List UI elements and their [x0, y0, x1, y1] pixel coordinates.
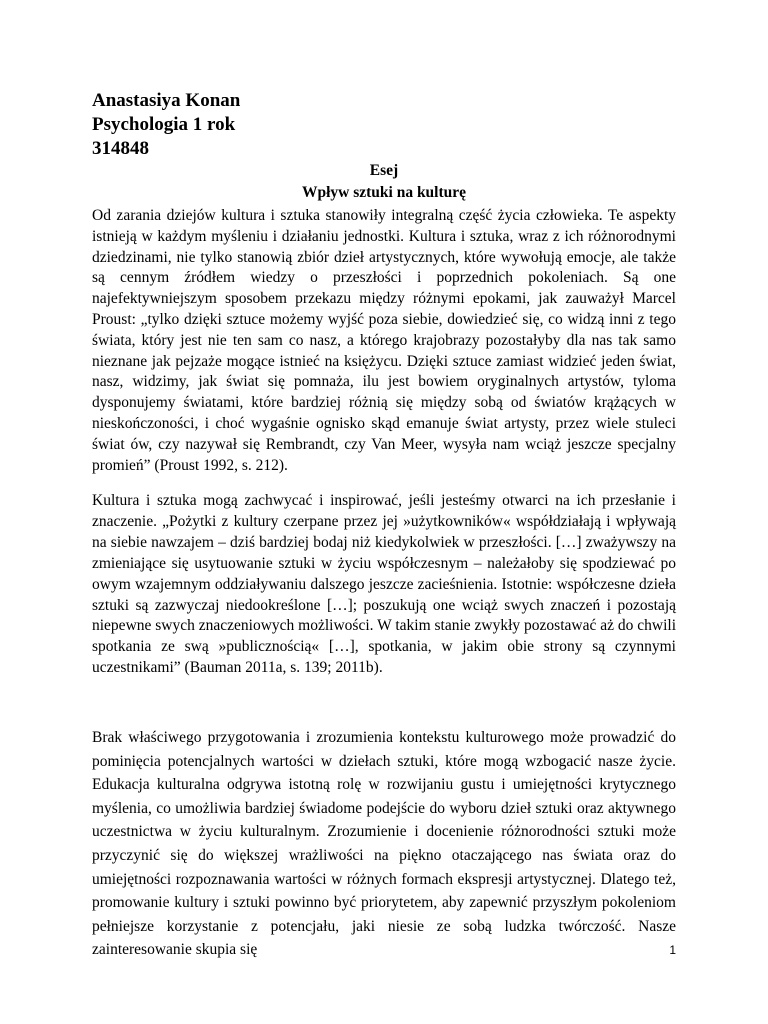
student-id: 314848 — [92, 138, 149, 159]
page-number: 1 — [669, 943, 676, 957]
essay-label: Esej — [369, 162, 399, 179]
essay-title: Wpływ sztuki na kulturę — [301, 184, 467, 201]
paragraph-1: Od zarania dziejów kultura i sztuka stanowiły integralną część życia człowieka. Te aspekty istnieją w każdym myśleniu i działaniu jednostki. Kultura i sztuka, wraz z ich różnorodnymi dziedzinami, nie tylko stanowią zbiór dzieł artystycznych, które wywołują emocje, ale także są cennym źródłem wiedzy o przeszłości i poprzednich pokoleniach. Są one najefektywniejszym sposobem przekazu między różnymi epokami, jak zauważył Marcel Proust: „tylko dzięki sztuce możemy wyjść poza siebie, dowiedzieć się, co widzą inni z tego świata, który jest nie ten sam co nasz, a którego krajobrazy pozostałyby dla nas tak samo nieznane jak pejzaże mogące istnieć na księżycu. Dzięki sztuce zamiast widzieć jeden świat, nasz, widzimy, jak świat się pomnaża, ilu jest bowiem oryginalnych artystów, tyloma dysponujemy światami, które bardziej różnią się między sobą od światów krążących w nieskończoności, i choć wygaśnie ognisko skąd emanuje świat artysty, przez wiele stuleci świat ów, czy nazywał się Rembrandt, czy Van Meer, wysyła nam wciąż jeszcze specjalny promień” (Proust 1992, s. 212). — [92, 207, 676, 474]
author-name: Anastasiya Konan — [92, 90, 241, 111]
author-header — [92, 89, 492, 161]
course-info: Psychologia 1 rok — [92, 114, 236, 135]
paragraph-2: Kultura i sztuka mogą zachwycać i inspirować, jeśli jesteśmy otwarci na ich przesłanie i znaczenie. „Pożytki z kultury czerpane przez jej »użytkowników« współdziałają i wpływają na siebie nawzajem – dziś bardziej bodaj niż kiedykolwiek w przeszłości. […] zważywszy na zmieniające się usytuowanie sztuki w życiu współczesnym – należałoby się spodziewać po owym wzajemnym oddziaływaniu dalszego jeszcze zacieśnienia. Istotnie: współczesne dzieła sztuki są zazwyczaj niedookreślone […]; poszukują one wciąż swych znaczeń i pozostają niepewne swych znaczeniowych możliwości. W takim stanie zwykły pozostawać aż do chwili spotkania ze swą »publicznością« […], spotkania, w jakim obie strony są czynnymi uczestnikami” (Bauman 2011a, s. 139; 2011b). — [92, 492, 676, 677]
paragraph-3: Brak właściwego przygotowania i zrozumienia kontekstu kulturowego może prowadzić do pominięcia potencjalnych wartości w dziełach sztuki, które mogą wzbogacić nasze życie. Edukacja kulturalna odgrywa istotną rolę w rozwijaniu gustu i umiejętności krytycznego myślenia, co umożliwia bardziej świadome podejście do wyboru dzieł sztuki oraz aktywnego uczestnictwa w życiu kulturalnym. Zrozumienie i docenienie różnorodności sztuki może przyczynić się do większej wrażliwości na piękno otaczającego nas świata oraz do umiejętności rozpoznawania wartości w różnych formach ekspresji artystycznej. Dlatego też, promowanie kultury i sztuki powinno być priorytetem, aby zapewnić przyszłym pokoleniom pełniejsze korzystanie z potencjału, jaki niesie ze sobą ludzka twórczość. Nasze zainteresowanie skupia się — [92, 729, 676, 959]
